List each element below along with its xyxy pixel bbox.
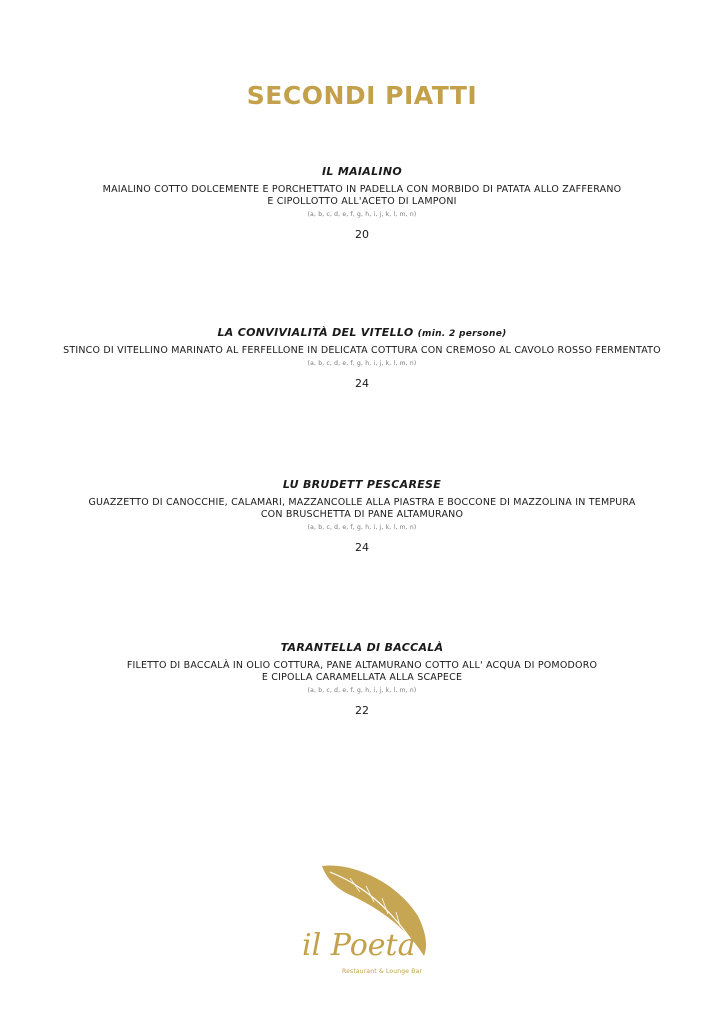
dish-item	[0, 478, 724, 554]
dish-item	[0, 326, 724, 390]
dish-price: 24	[355, 541, 369, 554]
dish-item	[0, 165, 724, 241]
dish-name: TARANTELLA DI BACCALÀ	[280, 641, 444, 654]
dish-description: FILETTO DI BACCALÀ IN OLIO COTTURA, PANE ALTAMURANO COTTO ALL' ACQUA DI POMODORO E CIPOLLA CARAMELLATA ALLA SCAPECE	[126, 660, 598, 683]
dish-description: GUAZZETTO DI CANOCCHIE, CALAMARI, MAZZANCOLLE ALLA PIASTRA E BOCCONE DI MAZZOLINA IN TEMPURA CON BRUSCHETTA DI PANE ALTAMURANO	[88, 497, 636, 520]
dish-price: 22	[355, 704, 369, 717]
restaurant-logo	[290, 858, 440, 988]
page-title: SECONDI PIATTI	[246, 80, 478, 110]
dish-item	[0, 641, 724, 717]
dish-allergens: (a, b, c, d, e, f, g, h, i, j, k, l, m, n)	[307, 360, 417, 367]
dish-name: LA CONVIVIALITÀ DEL VITELLO	[217, 326, 414, 339]
dish-allergens: (a, b, c, d, e, f, g, h, i, j, k, l, m, n)	[307, 524, 417, 531]
logo-subtitle: Restaurant & Lounge Bar	[342, 968, 423, 975]
dish-name: LU BRUDETT PESCARESE	[282, 478, 442, 491]
dish-name: IL MAIALINO	[322, 165, 402, 178]
dish-allergens: (a, b, c, d, e, f, g, h, i, j, k, l, m, n)	[307, 211, 417, 218]
dish-price: 20	[355, 228, 369, 241]
dish-description: STINCO DI VITELLINO MARINATO AL FERFELLONE IN DELICATA COTTURA CON CREMOSO AL CAVOLO ROSSO FERMENTATO	[63, 345, 661, 356]
logo-wordmark: il Poeta	[302, 928, 416, 963]
dish-price: 24	[355, 377, 369, 390]
dish-description: MAIALINO COTTO DOLCEMENTE E PORCHETTATO IN PADELLA CON MORBIDO DI PATATA ALLO ZAFFERANO E CIPOLLOTTO ALL'ACETO DI LAMPONI	[102, 184, 622, 207]
dish-allergens: (a, b, c, d, e, f, g, h, i, j, k, l, m, n)	[307, 687, 417, 694]
dish-note: (min. 2 persone)	[417, 329, 507, 339]
